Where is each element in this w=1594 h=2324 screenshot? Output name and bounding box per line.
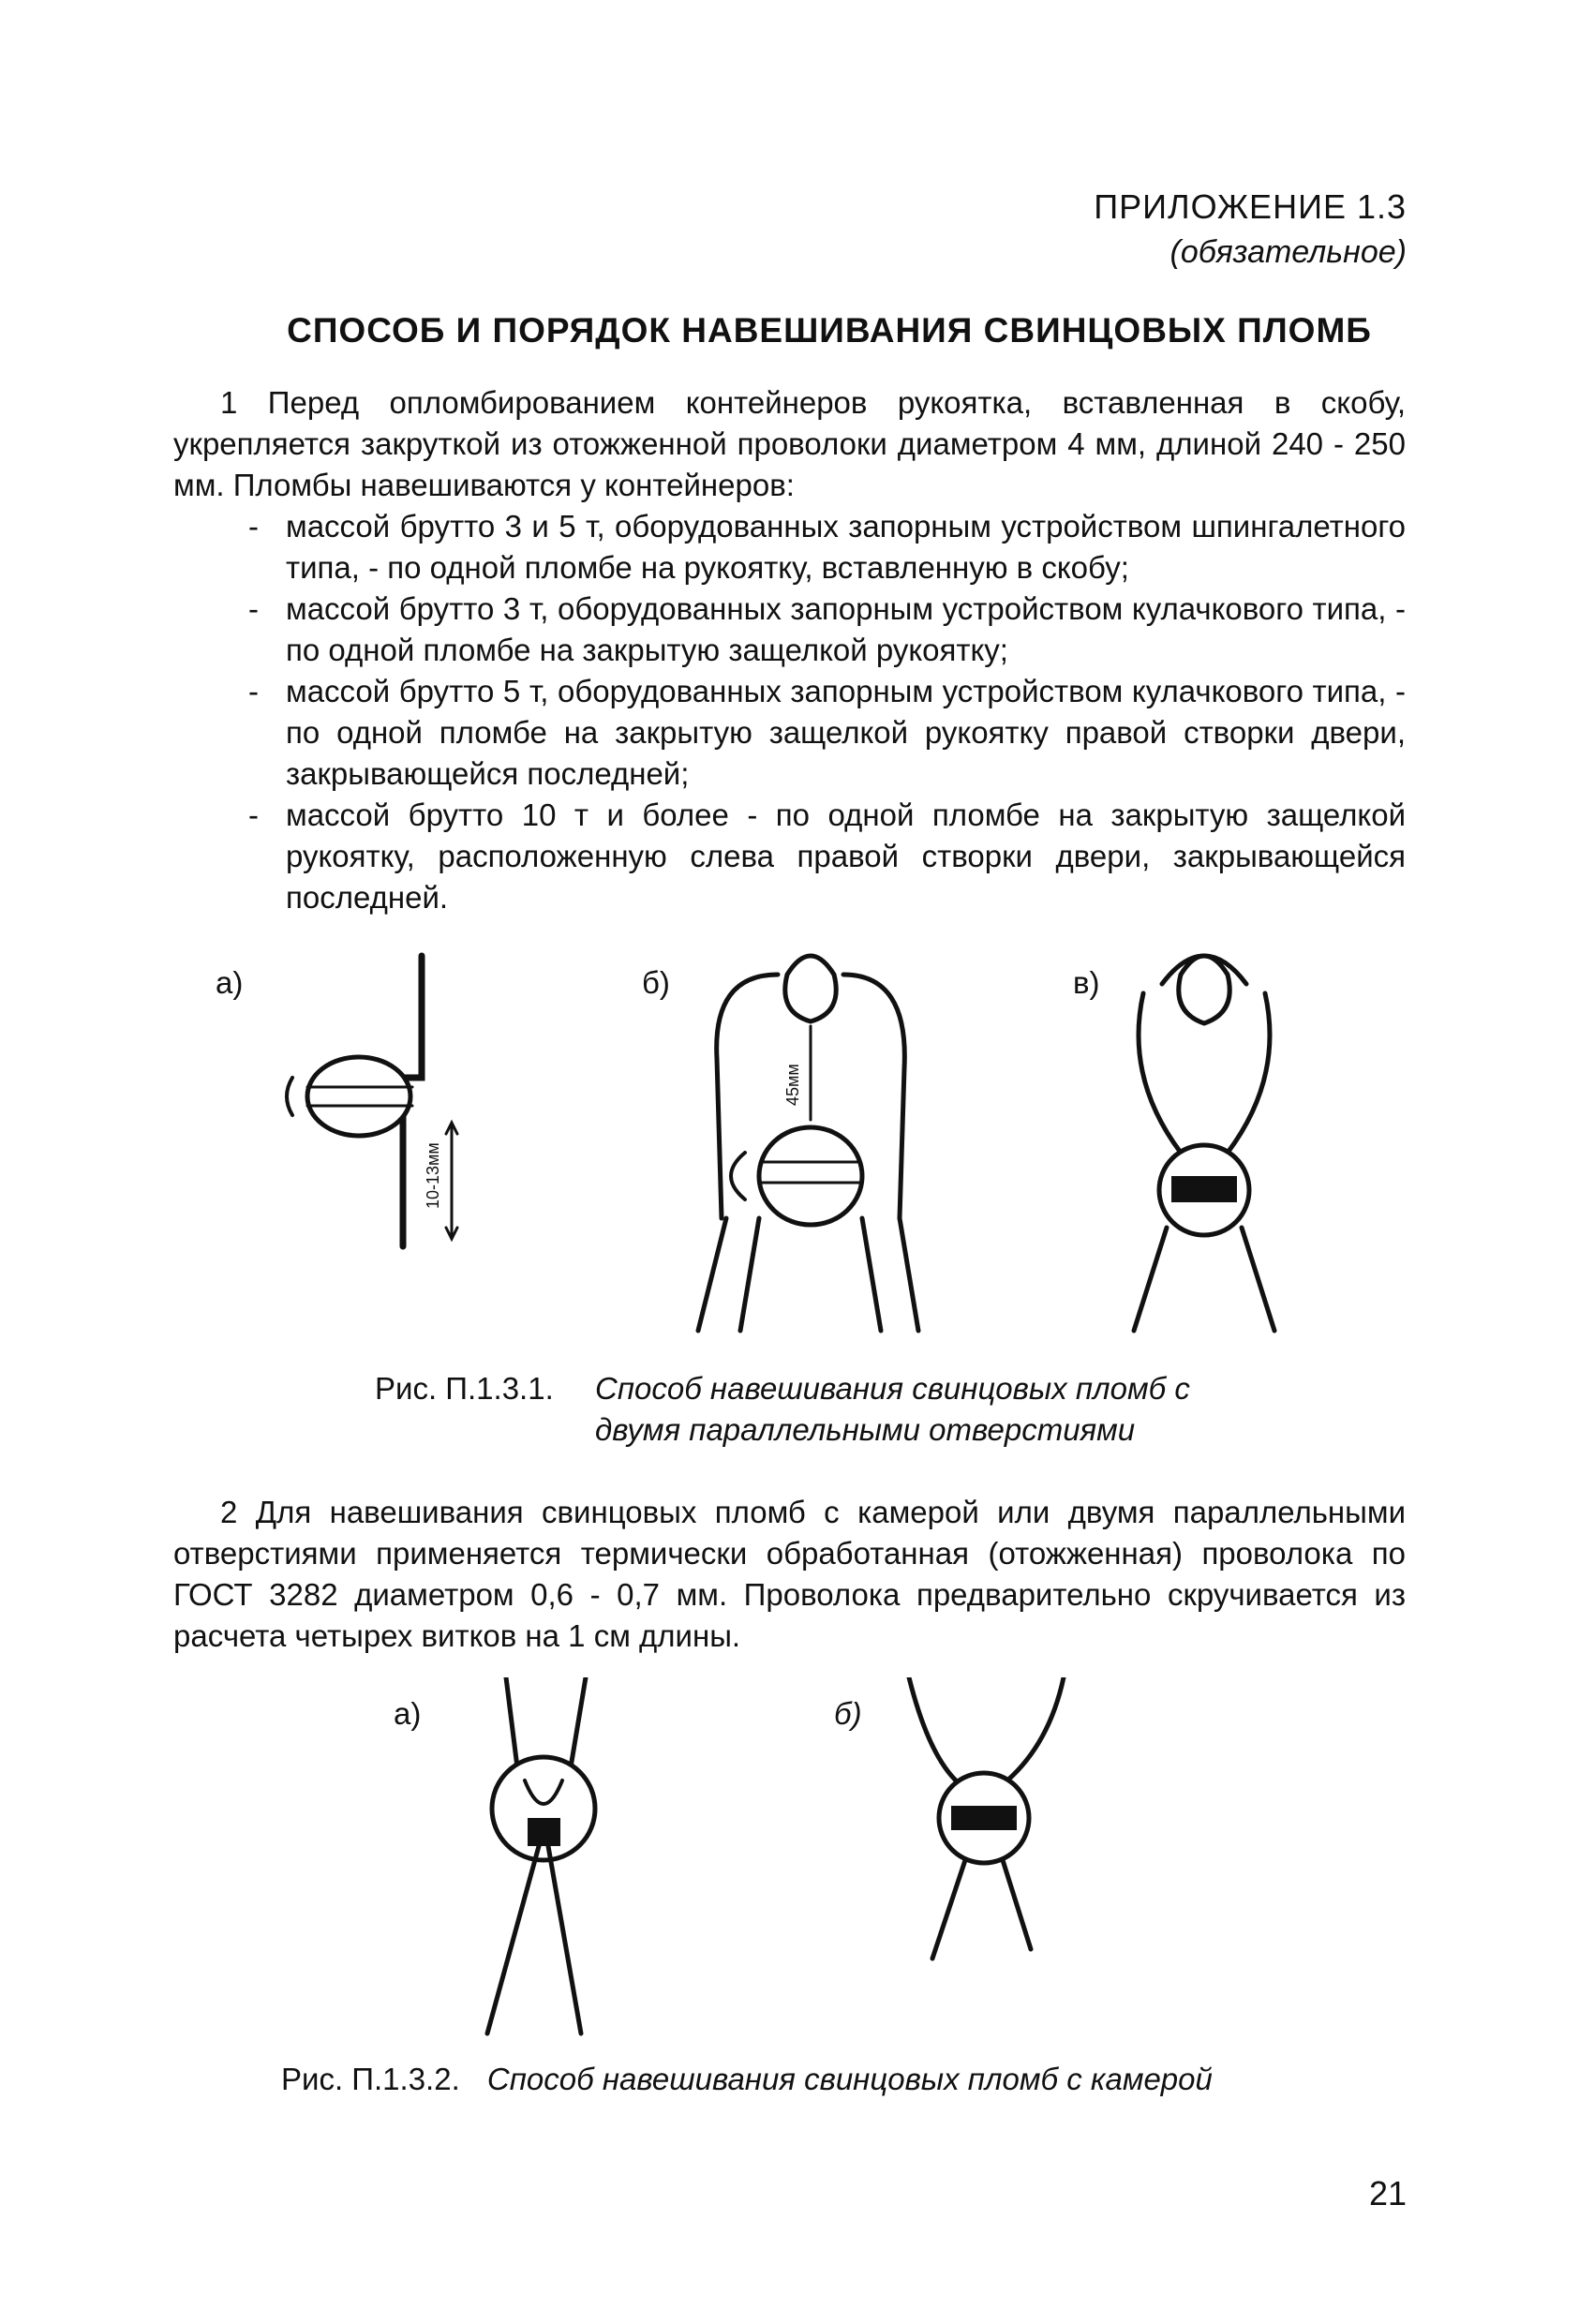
figure-1-label-b: б) (642, 965, 670, 1000)
list-item: - массой брутто 10 т и более - по одной пломбе на закрытую защелкой рукоятку, расположенную слева правой створки двери, закрывающейся последней. (173, 795, 1406, 918)
figure-2-drawings (375, 1677, 1218, 2043)
list-item: - массой брутто 5 т, оборудованных запорным устройством кулачкового типа, - по одной пломбе на закрытую защелкой рукоятку правой створки двери, закрывающейся последней; (173, 671, 1406, 795)
dimension-label-b: 45мм (783, 1064, 802, 1106)
figure-2-label-b: б) (834, 1696, 862, 1731)
figure-2-caption-title: Способ навешивания свинцовых пломб с камерой (486, 2062, 1213, 2096)
figure-2-label-a: а) (394, 1696, 422, 1731)
container-list (173, 506, 1406, 918)
seal-on-handle-drawing (698, 956, 918, 1331)
figure-1-caption-title: Способ навешивания свинцовых пломб с двумя параллельными отверстиями (595, 1371, 1190, 1447)
figure-1-drawings (187, 937, 1406, 1340)
appendix-header (1094, 187, 1407, 271)
figure-1-label-c: в) (1073, 965, 1100, 1000)
dash-bullet: - (248, 591, 259, 626)
dash-bullet: - (248, 797, 259, 832)
paragraph-1 (173, 382, 1406, 918)
figure-1-caption-number: Рис. П.1.3.1. (375, 1371, 554, 1406)
appendix-status: (обязательное) (1169, 234, 1407, 270)
figure-1-label-a: а) (216, 965, 244, 1000)
figure-1 (187, 937, 1406, 1340)
paragraph-2: 2 Для навешивания свинцовых пломб с камерой или двумя параллельными отверстиями применяется термически обработанная (отожженная) проволока по ГОСТ 3282 диаметром 0,6 - 0,7 мм. Проволока предварительно скручивается из расчета четырех витков на 1 см длины. (173, 1495, 1406, 1653)
section-heading: СПОСОБ И ПОРЯДОК НАВЕШИВАНИЯ СВИНЦОВЫХ ПЛОМБ (287, 311, 1372, 350)
seal-on-bracket-drawing (287, 956, 457, 1246)
figure-2-caption-number: Рис. П.1.3.2. (281, 2062, 460, 2096)
ring-seal-drawing (1134, 956, 1274, 1331)
dash-bullet: - (248, 509, 259, 544)
figure-1-caption (375, 1368, 1190, 1447)
figure-2 (375, 1677, 1218, 2043)
list-item: - массой брутто 3 и 5 т, оборудованных запорным устройством шпингалетного типа, - по одной пломбе на рукоятку, вставленную в скобу; (173, 506, 1406, 588)
figure-2-caption (281, 2062, 1213, 2097)
appendix-title: ПРИЛОЖЕНИЕ 1.3 (1094, 187, 1407, 226)
dash-bullet: - (248, 674, 259, 708)
chamber-seal-drawing-a (487, 1677, 595, 2034)
paragraph-1-lead: 1 Перед опломбированием контейнеров рукоятка, вставленная в скобу, укрепляется закруткой из отожженной проволоки диаметром 4 мм, длиной 240 - 250 мм. Пломбы навешиваются у контейнеров: (173, 385, 1406, 502)
page-number: 21 (1368, 2174, 1407, 2212)
list-item: - массой брутто 3 т, оборудованных запорным устройством кулачкового типа, - по одной пломбе на закрытую защелкой рукоятку; (173, 588, 1406, 671)
dimension-label-a: 10-13мм (424, 1142, 442, 1209)
chamber-seal-drawing-b (909, 1677, 1064, 1959)
